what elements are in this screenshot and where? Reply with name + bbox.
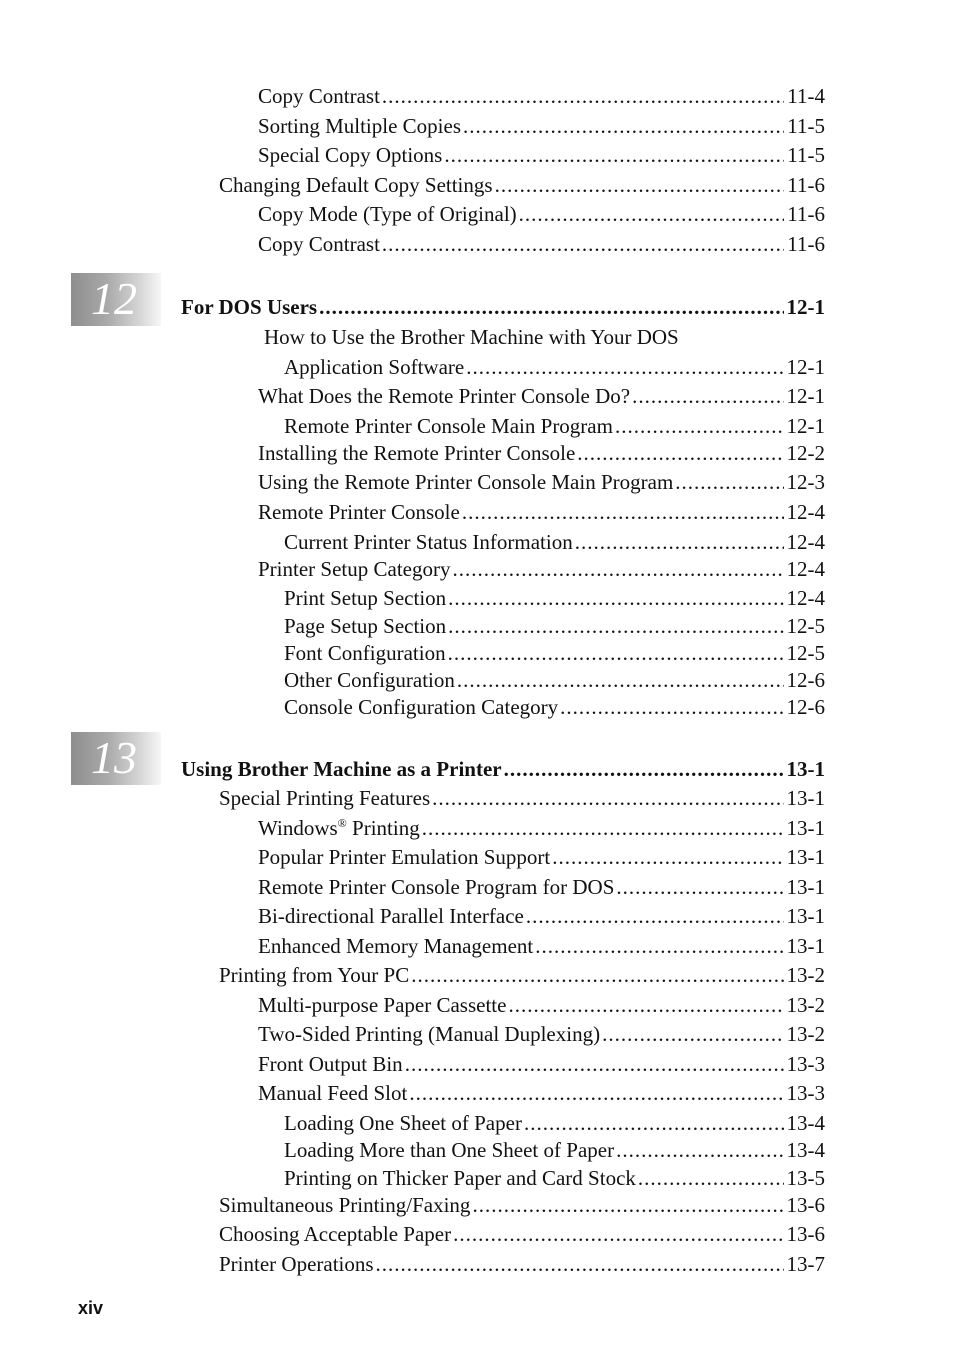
- toc-entry[interactable]: Copy Contrast ..... 11-4: [258, 84, 825, 108]
- toc-entry[interactable]: Application Software ..... 12-1: [284, 355, 825, 379]
- toc-entry[interactable]: Other Configuration ..... 12-6: [284, 668, 825, 692]
- toc-entry[interactable]: Copy Mode (Type of Original) ..... 11-6: [258, 202, 825, 226]
- toc-entry[interactable]: Special Printing Features ..... 13-1: [219, 786, 825, 810]
- toc-entry[interactable]: Remote Printer Console Main Program ..... 12-1: [284, 414, 825, 438]
- toc-entry[interactable]: Printer Operations ..... 13-7: [219, 1252, 825, 1276]
- chapter-tab-12: [71, 273, 161, 326]
- toc-entry[interactable]: Popular Printer Emulation Support ..... 13-1: [258, 845, 825, 869]
- toc-entry[interactable]: Remote Printer Console ..... 12-4: [258, 500, 825, 524]
- toc-entry[interactable]: Printing from Your PC ..... 13-2: [219, 963, 825, 987]
- toc-entry[interactable]: Loading More than One Sheet of Paper ..... 13-4: [284, 1138, 825, 1162]
- toc-entry[interactable]: Copy Contrast ..... 11-6: [258, 232, 825, 256]
- toc-entry[interactable]: Enhanced Memory Management ..... 13-1: [258, 934, 825, 958]
- toc-entry[interactable]: Loading One Sheet of Paper ..... 13-4: [284, 1111, 825, 1135]
- toc-entry[interactable]: Installing the Remote Printer Console ..... 12-2: [258, 441, 825, 465]
- toc-entry[interactable]: Sorting Multiple Copies ..... 11-5: [258, 114, 825, 138]
- toc-entry[interactable]: Font Configuration ..... 12-5: [284, 641, 825, 665]
- chapter-number: 12: [91, 273, 137, 324]
- toc-entry[interactable]: Windows® Printing ..... 13-1: [258, 816, 825, 840]
- toc-entry[interactable]: Remote Printer Console Program for DOS ..... 13-1: [258, 875, 825, 899]
- toc-chapter-entry[interactable]: For DOS Users ..... 12-1: [181, 295, 825, 319]
- chapter-number: 13: [91, 732, 137, 783]
- toc-entry[interactable]: Special Copy Options ..... 11-5: [258, 143, 825, 167]
- chapter-tab-13: [71, 732, 161, 785]
- toc-entry[interactable]: Using the Remote Printer Console Main Program ..... 12-3: [258, 470, 825, 494]
- toc-entry[interactable]: Choosing Acceptable Paper ..... 13-6: [219, 1222, 825, 1246]
- toc-entry[interactable]: Multi-purpose Paper Cassette ..... 13-2: [258, 993, 825, 1017]
- toc-entry[interactable]: Printing on Thicker Paper and Card Stock ..... 13-5: [284, 1166, 825, 1190]
- toc-entry[interactable]: Manual Feed Slot ..... 13-3: [258, 1081, 825, 1105]
- toc-entry[interactable]: What Does the Remote Printer Console Do? ..... 12-1: [258, 384, 825, 408]
- toc-entry[interactable]: Console Configuration Category ..... 12-6: [284, 695, 825, 719]
- toc-entry[interactable]: Front Output Bin ..... 13-3: [258, 1052, 825, 1076]
- toc-entry[interactable]: Page Setup Section ..... 12-5: [284, 614, 825, 638]
- toc-entry[interactable]: Current Printer Status Information ..... 12-4: [284, 530, 825, 554]
- toc-chapter-entry[interactable]: Using Brother Machine as a Printer ..... 13-1: [181, 757, 825, 781]
- toc-entry[interactable]: Print Setup Section ..... 12-4: [284, 586, 825, 610]
- toc-entry[interactable]: Changing Default Copy Settings ..... 11-6: [219, 173, 825, 197]
- toc-entry[interactable]: Bi-directional Parallel Interface ..... 13-1: [258, 904, 825, 928]
- toc-entry[interactable]: Two-Sided Printing (Manual Duplexing) ..... 13-2: [258, 1022, 825, 1046]
- page-number: xiv: [78, 1298, 104, 1318]
- toc-entry[interactable]: Printer Setup Category ..... 12-4: [258, 557, 825, 581]
- toc-entry[interactable]: How to Use the Brother Machine with Your DOS: [264, 325, 679, 349]
- toc-entry[interactable]: Simultaneous Printing/Faxing ..... 13-6: [219, 1193, 825, 1217]
